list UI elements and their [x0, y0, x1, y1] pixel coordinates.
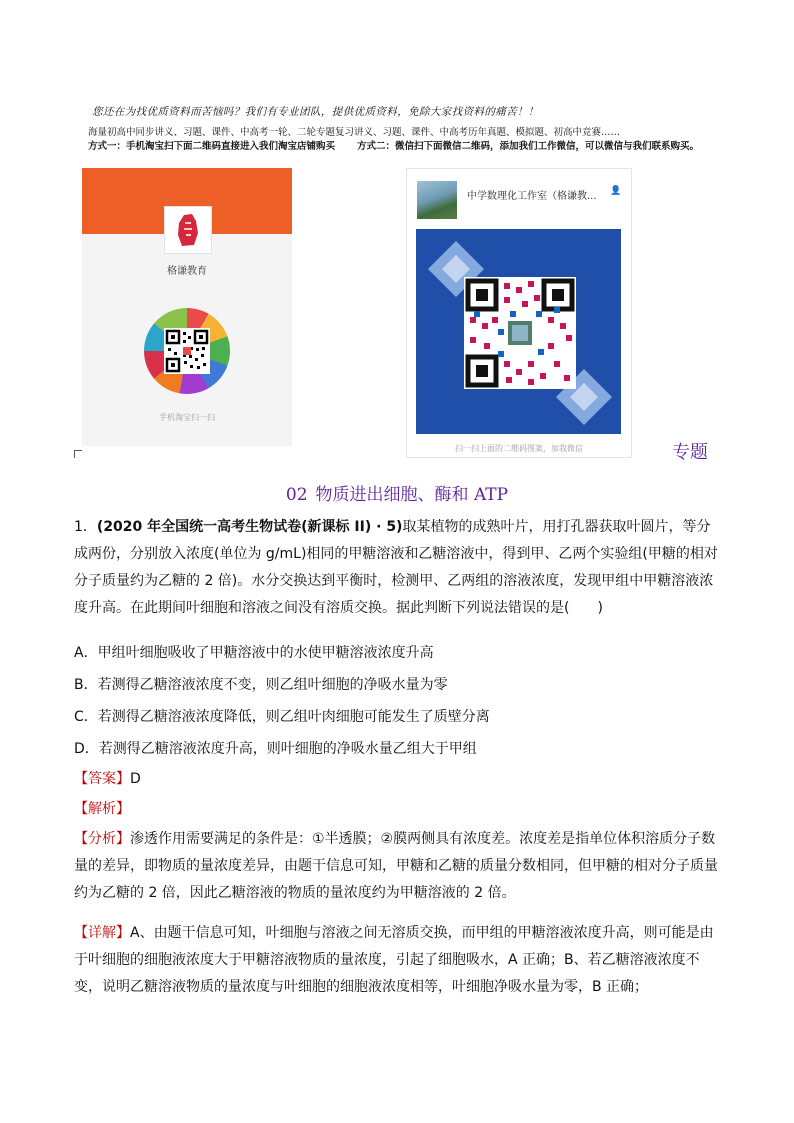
answer-value: D	[130, 771, 141, 787]
question-stem	[74, 514, 724, 622]
ad-purchase-methods	[88, 138, 699, 152]
topic-number: 02	[285, 485, 308, 505]
question-source: (2020 年全国统一高考生物试卷(新课标 II) · 5)	[96, 519, 403, 535]
taobao-qr-card[interactable]	[82, 168, 292, 446]
taobao-qr-code[interactable]	[164, 328, 210, 374]
xiangjie-tag: 【详解】	[74, 925, 130, 941]
taobao-scan-hint: 手机淘宝扫一扫	[159, 413, 215, 422]
option-b: B．若测得乙糖溶液浓度不变，则乙组叶细胞的净吸水量为零	[74, 677, 448, 693]
fenxi-tag: 【分析】	[74, 831, 130, 847]
wechat-scan-hint: 扫一扫上面的二维码图案，加我微信	[455, 444, 583, 453]
shop-name: 格谦教育	[167, 266, 207, 277]
question-number: 1．	[74, 519, 97, 535]
topic-label: 专题	[672, 442, 708, 463]
option-a: A．甲组叶细胞吸收了甲糖溶液中的水使甲糖溶液浓度升高	[74, 645, 434, 661]
answer-line	[74, 768, 141, 788]
wechat-avatar	[417, 181, 457, 219]
wechat-qr-code[interactable]	[464, 277, 576, 389]
xiangjie-text: A、由题干信息可知，叶细胞与溶液之间无溶质交换，而甲组的甲糖溶液浓度升高，则可能是由于叶细胞的细胞液浓度大于甲糖溶液物质的量浓度，引起了细胞吸水，A 正确；B、若乙糖溶液浓度不变，说明乙糖溶液物质的量浓度与叶细胞的细胞液浓度相等，叶细胞净吸水量为零，B 正确；	[74, 925, 714, 995]
option-d: D．若测得乙糖溶液浓度升高，则叶细胞的净吸水量乙组大于甲组	[74, 741, 477, 757]
taobao-qr-ring	[144, 308, 230, 394]
corner-mark	[74, 450, 82, 458]
fenxi-text: 渗透作用需要满足的条件是：①半透膜；②膜两侧具有浓度差。浓度差是指单位体积溶质分子数量的差异，即物质的量浓度差异，由题干信息可知，甲糖和乙糖的质量分数相同，但甲糖的相对分子质量约为乙糖的 2 倍，因此乙糖溶液的物质的量浓度约为甲糖溶液的 2 倍。	[74, 831, 718, 901]
ad-method-2: 方式二：微信扫下面微信二维码，添加我们工作微信，可以微信与我们联系购买。	[357, 141, 700, 152]
person-icon: 👤	[610, 186, 622, 196]
wechat-qr-card[interactable]	[406, 168, 632, 458]
detail-paragraph	[74, 920, 724, 1001]
topic-title: 物质进出细胞、酶和 ATP	[315, 485, 509, 505]
ad-product-list: 海量初高中同步讲义、习题、课件、中高考一轮、二轮专题复习讲义、习题、课件、中高考历年真题、模拟题、初高中竞赛……	[88, 127, 621, 138]
shop-logo-icon	[164, 206, 212, 254]
wechat-qr-background	[416, 229, 621, 434]
analysis-tag: 【解析】	[74, 801, 130, 817]
question-text: 取某植物的成熟叶片，用打孔器获取叶圆片，等分成两份，分别放入浓度(单位为 g/mL)相同的甲糖溶液和乙糖溶液中，得到甲、乙两个实验组(甲糖的相对分子质量约为乙糖的 2 倍)。水分交换达到平衡时，检测甲、乙两组的溶液浓度，发现甲组中甲糖溶液浓度升高。在此期间叶细胞和溶液之间没有溶质交换。据此判断下列说法错误的是( )	[74, 519, 718, 616]
analysis-heading	[74, 798, 130, 818]
ad-headline: 您还在为找优质资料而苦恼吗？我们有专业团队，提供优质资料，免除大家找资料的痛苦！！	[92, 106, 539, 118]
wechat-account-name: 中学数理化工作室（格谦教...	[467, 191, 597, 202]
option-c: C．若测得乙糖溶液浓度降低，则乙组叶肉细胞可能发生了质壁分离	[74, 709, 490, 725]
analysis-paragraph	[74, 826, 724, 907]
ad-method-1: 方式一：手机淘宝扫下面二维码直接进入我们淘宝店铺购买	[88, 141, 336, 152]
answer-tag: 【答案】	[74, 771, 130, 787]
page-title	[0, 480, 794, 505]
